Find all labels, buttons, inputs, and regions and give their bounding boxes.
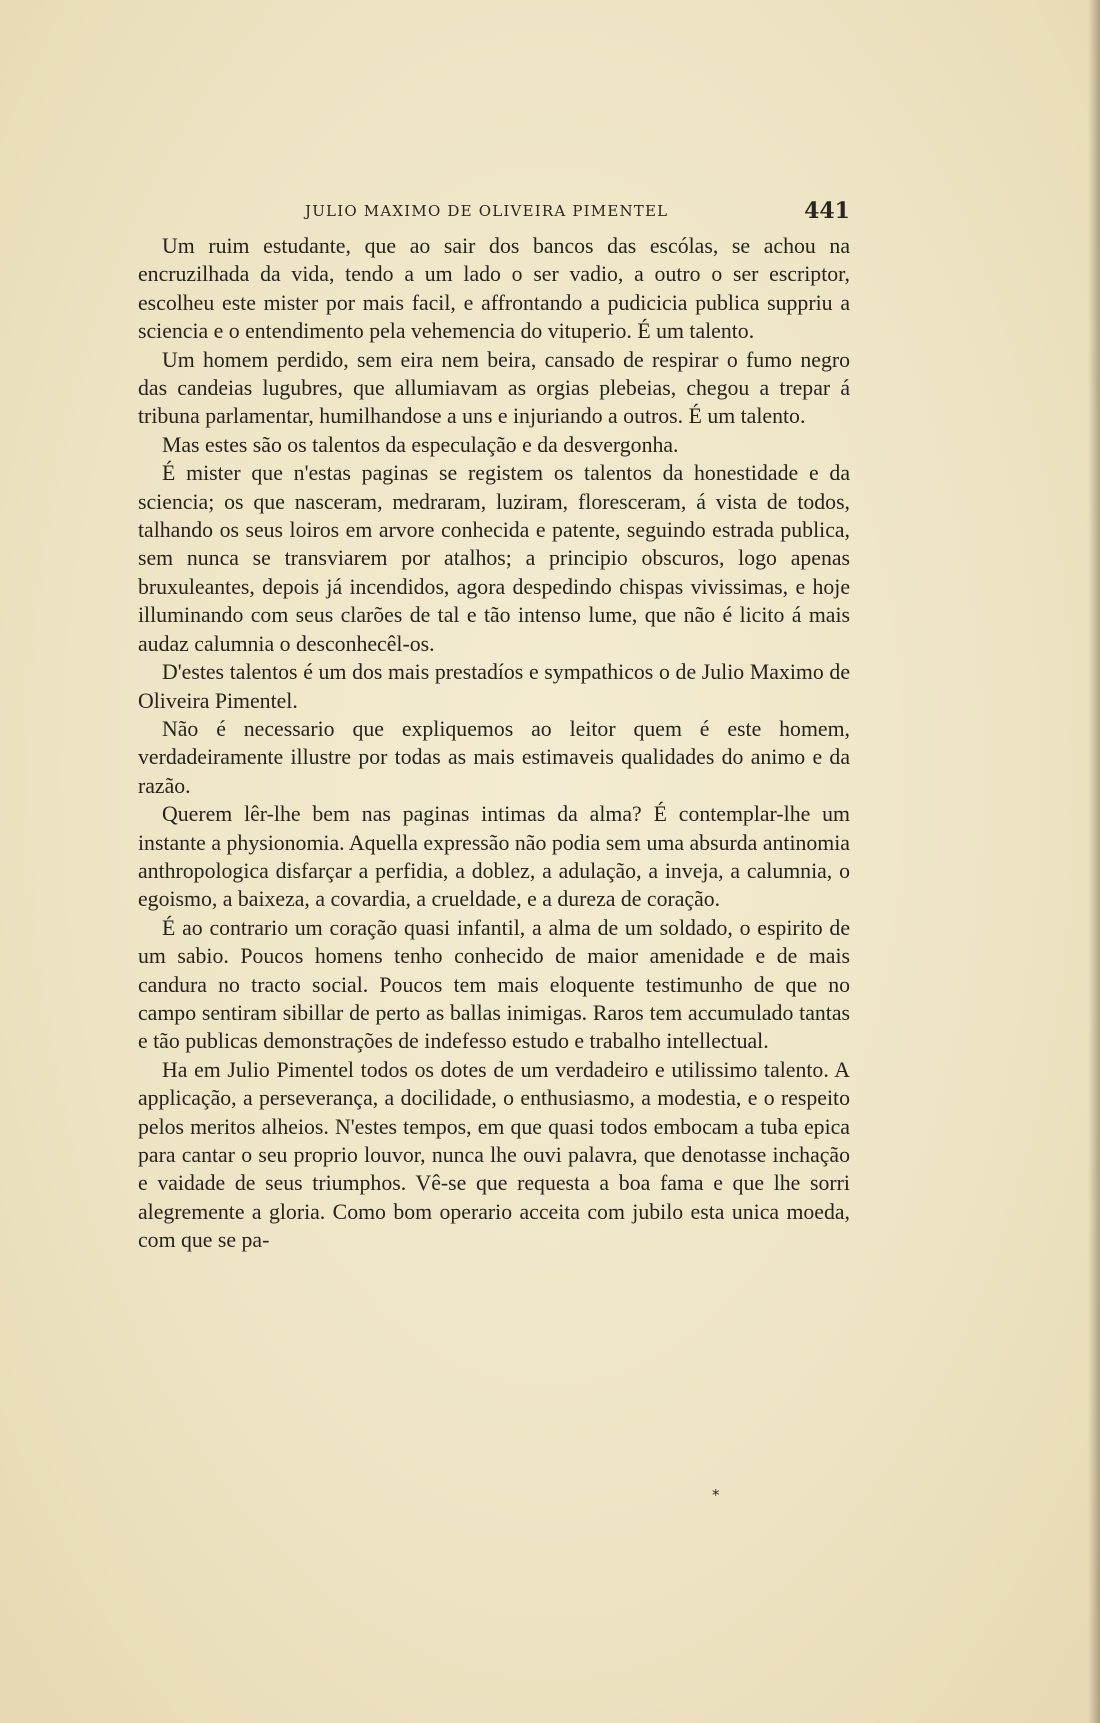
paragraph: Mas estes são os talentos da especulação e da desvergonha. — [162, 432, 679, 457]
paragraph: É ao contrario um coração quasi infantil, a alma de um soldado, o espirito de um sabio. Poucos homens tenho conhecido de maior amenidade e de mais candura no tracto social. Poucos tem mais eloquente testimunho de que no campo sentiram sibillar de perto as ballas inimigas. Raros tem accumulado tantas e tão publicas demonstrações de indefesso estudo e trabalho intellectual. — [138, 915, 850, 1054]
paragraph: Um ruim estudante, que ao sair dos bancos das escólas, se achou na encruzilhada da vida, tendo a um lado o ser vadio, a outro o ser escriptor, escolheu este mister por mais facil, e affrontando a pudicicia publica suppriu a sciencia e o entendimento pela vehemencia do vituperio. É um talento. — [138, 234, 850, 344]
page-edge-shadow — [1088, 0, 1100, 1723]
page-header — [140, 198, 850, 228]
paragraph: Um homem perdido, sem eira nem beira, cansado de respirar o fumo negro das candeias lugubres, que allumiavam as orgias plebeias, chegou a trepar á tribuna parlamentar, humilhandose a uns e injuriando a outros. É um talento. — [138, 347, 850, 429]
paragraph: Ha em Julio Pimentel todos os dotes de um verdadeiro e utilissimo talento. A applicação, a perseverança, a docilidade, o enthusiasmo, a modestia, e o respeito pelos meritos alheios. N'estes tempos, em que quasi todos embocam a tuba epica para cantar o seu proprio louvor, nunca lhe ouvi palavra, que denotasse inchação e vaidade de seus triumphos. Vê-se que requesta a boa fama e que lhe sorri alegremente a gloria. Como bom operario acceita com jubilo esta unica moeda, com que se pa- — [138, 1057, 850, 1253]
running-head: JULIO MAXIMO DE OLIVEIRA PIMENTEL — [305, 202, 669, 220]
text-body — [138, 232, 850, 1255]
paragraph: É mister que n'estas paginas se registem os talentos da honestidade e da sciencia; os que nasceram, medraram, luziram, floresceram, á vista de todos, talhando os seus loiros em arvore conhecida e patente, seguindo estrada publica, sem nunca se transviarem por atalhos; a principio obscuros, logo apenas bruxuleantes, depois já incendidos, agora despedindo chispas vivissimas, e hoje illuminando com seus clarões de tal e tão intenso lume, que não é licito á mais audaz calumnia o desconhecêl-os. — [138, 461, 850, 656]
page-number: 441 — [804, 198, 850, 224]
paragraph: Querem lêr-lhe bem nas paginas intimas da alma? É contemplar-lhe um instante a physionomia. Aquella expressão não podia sem uma absurda antinomia anthropologica disfarçar a perfidia, a doblez, a adulação, a inveja, a calumnia, o egoismo, a baixeza, a covardia, a crueldade, e a dureza de coração. — [138, 802, 850, 912]
paragraph: D'estes talentos é um dos mais prestadíos e sympathicos o de Julio Maximo de Oliveira Pimentel. — [138, 660, 850, 713]
signature-mark: * — [712, 1486, 720, 1504]
paragraph: Não é necessario que expliquemos ao leitor quem é este homem, verdadeiramente illustre por todas as mais estimaveis qualidades do animo e da razão. — [138, 716, 850, 798]
